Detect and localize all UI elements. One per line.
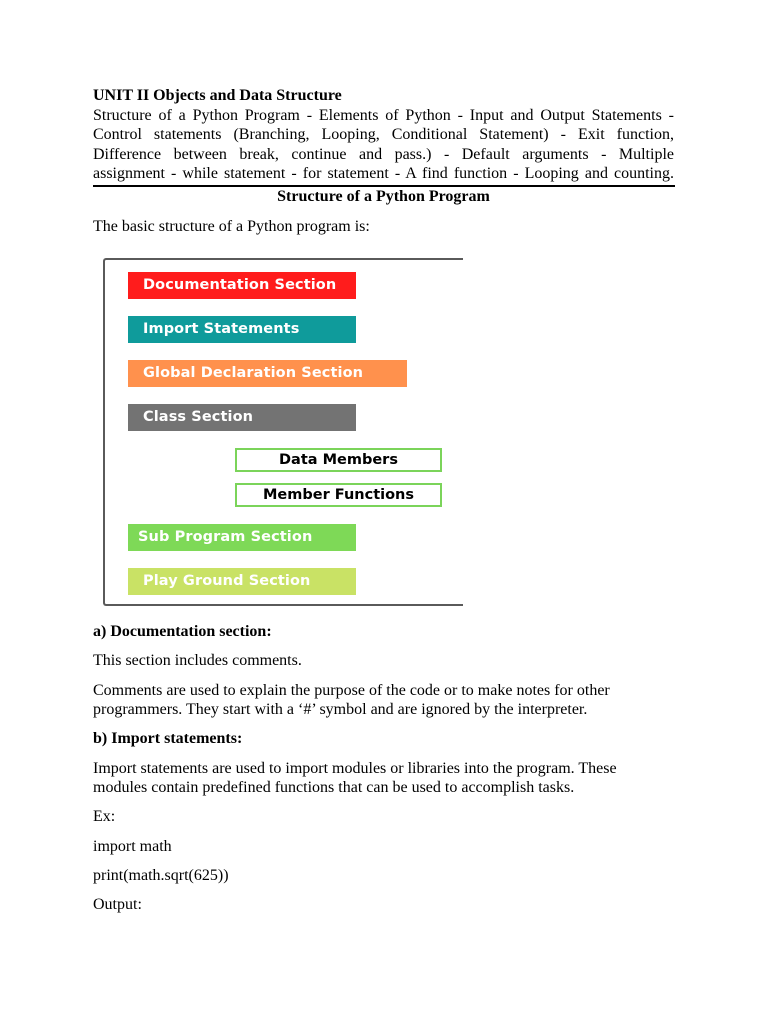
global-declaration-section-bar: Global Declaration Section <box>128 360 407 387</box>
class-section-bar: Class Section <box>128 404 356 431</box>
diagram-frame <box>103 258 463 606</box>
section-title: Structure of a Python Program <box>277 188 490 205</box>
unit-title: UNIT II Objects and Data Structure <box>93 87 342 104</box>
documentation-text: This section includes comments. <box>93 652 302 669</box>
import-text-line: Import statements are used to import modules or libraries into the program. These <box>93 760 617 777</box>
syllabus-line: Difference between break, continue and pass.) - Default arguments - Multiple <box>93 145 674 163</box>
comments-text-line: programmers. They start with a ‘#’ symbol and are ignored by the interpreter. <box>93 701 588 718</box>
documentation-section-bar: Documentation Section <box>128 272 356 299</box>
comments-text-line: Comments are used to explain the purpose of the code or to make notes for other <box>93 682 610 699</box>
import-statements-bar: Import Statements <box>128 316 356 343</box>
output-label: Output: <box>93 896 142 913</box>
intro-text: The basic structure of a Python program is: <box>93 218 370 235</box>
play-ground-section-bar: Play Ground Section <box>128 568 356 595</box>
syllabus-line: assignment - while statement - for statement - A find function - Looping and counting. <box>93 165 674 182</box>
example-label: Ex: <box>93 808 116 825</box>
syllabus-line: Control statements (Branching, Looping, Conditional Statement) - Exit function, <box>93 126 674 143</box>
documentation-heading: a) Documentation section: <box>93 623 272 640</box>
structure-diagram <box>103 258 463 604</box>
syllabus-line: Structure of a Python Program - Elements of Python - Input and Output Statements - <box>93 106 674 124</box>
data-members-box: Data Members <box>235 448 442 472</box>
code-line: print(math.sqrt(625)) <box>93 867 229 884</box>
member-functions-box: Member Functions <box>235 483 442 507</box>
import-text-line: modules contain predefined functions that can be used to accomplish tasks. <box>93 779 575 796</box>
import-heading: b) Import statements: <box>93 730 243 747</box>
header-block <box>93 86 674 184</box>
code-line: import math <box>93 838 172 855</box>
sub-program-section-bar: Sub Program Section <box>128 524 356 551</box>
